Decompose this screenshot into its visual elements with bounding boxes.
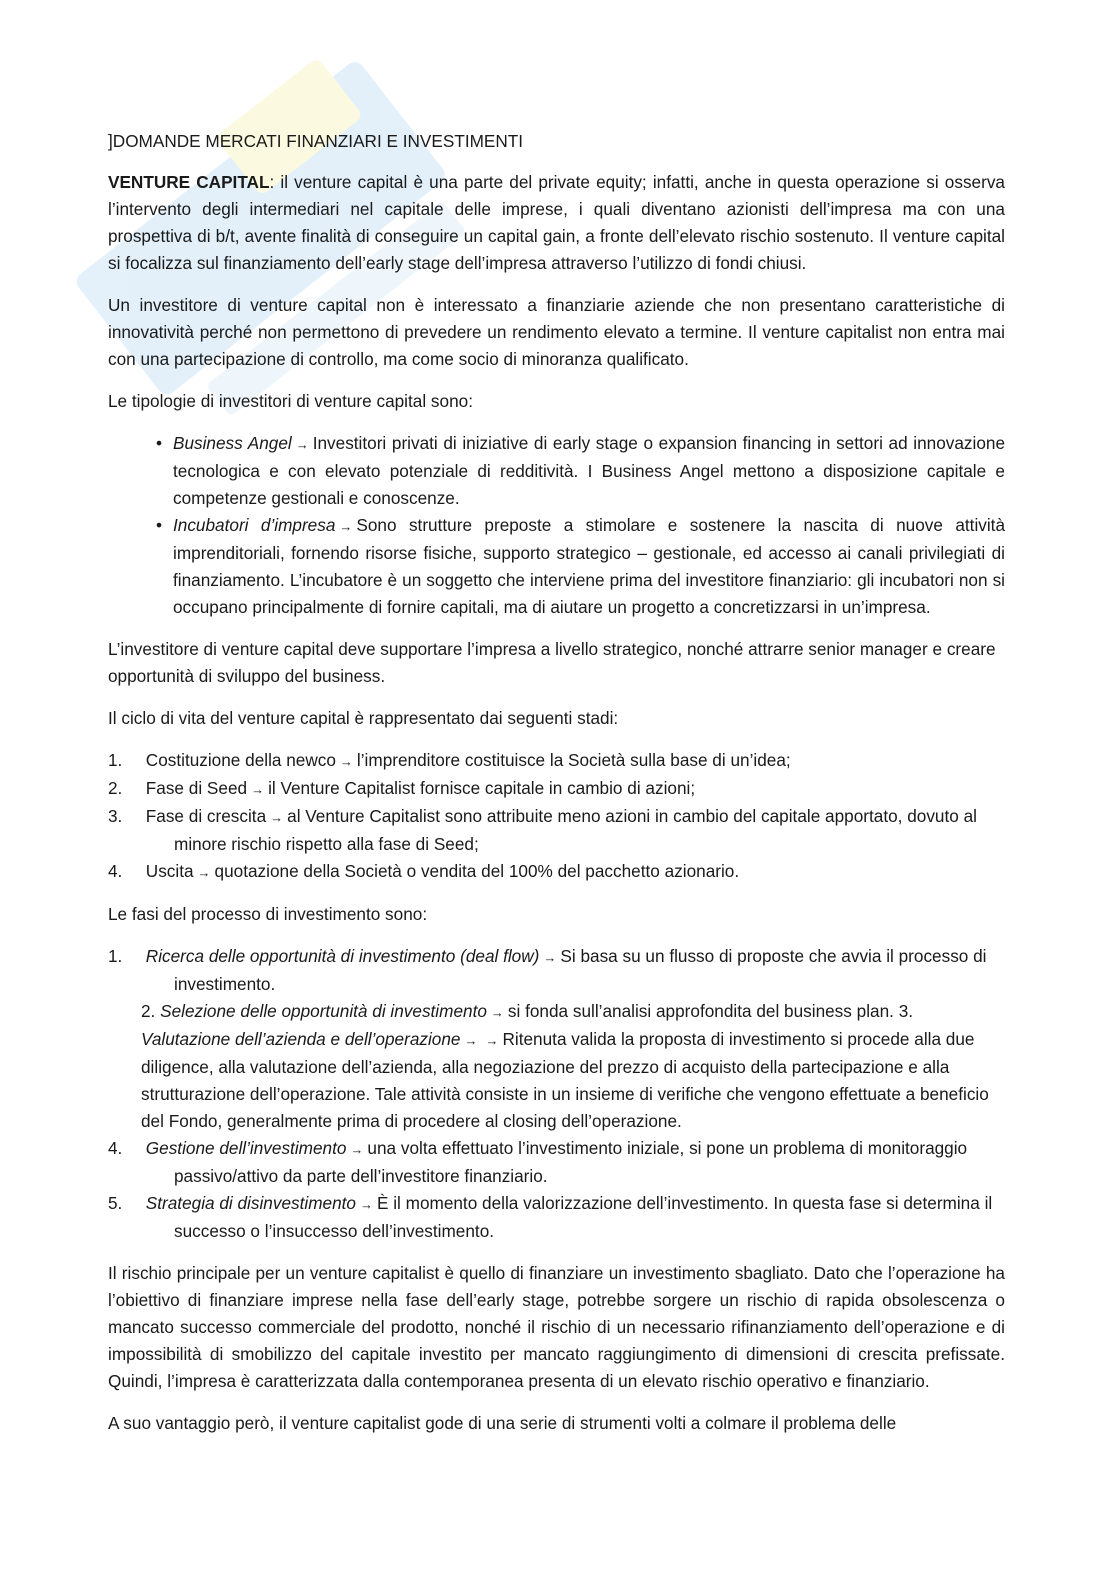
list-item: 1. Ricerca delle opportunità di investimento (deal flow) → Si basa su un flusso di proposte che avvia il processo di investimento. (108, 946, 987, 994)
risk-paragraph: Il rischio principale per un venture capitalist è quello di finanziare un investimento sbagliato. Dato che l’operazione ha l’obiettivo di finanziare imprese nella fase dell’early stage, potrebbe sorgere un rischio di rapida obsolescenza o mancato successo commerciale del prodotto, nonché il rischio di un necessario rifinanziamento dell’operazione e di impossibilità di smobilizzo del capitale investito per mancato raggiungimento di dimensioni di crescita prefissate. Quindi, l’impresa è caratterizzata dalla contemporanea presenta di un elevato rischio operativo e finanziario. (108, 1263, 1005, 1391)
list-item-text: Sono strutture preposte a stimolare e sostenere la nascita di nuove attività imprenditoriali, fornendo risorse fisiche, supporto strategico – gestionale, ed accesso ai canali privilegiati di finanziamento. L’incubatore è un soggetto che interviene prima del investitore finanziario: gli incubatori non si occupano principalmente di fornire capitali, ma di aiutare un progetto a concretizzarsi in un’impresa. (173, 515, 1006, 617)
venture-capital-term: VENTURE CAPITAL (108, 172, 270, 192)
arrow-icon: → (485, 1033, 499, 1048)
list-item-text: si fonda sull’analisi approfondita del business plan. 3. (507, 1001, 914, 1021)
list-item-text: quotazione della Società o vendita del 100% del pacchetto azionario. (214, 861, 740, 881)
arrow-icon: → (543, 950, 557, 965)
investor-types-intro: Le tipologie di investitori di venture capital sono: (108, 391, 473, 411)
arrow-icon: → (339, 754, 353, 769)
list-item (108, 512, 1005, 621)
list-item-term: Uscita (145, 861, 194, 881)
list-item-text: una volta effettuato l’investimento iniziale, si pone un problema di monitoraggio passivo/attivo da parte dell’investitore finanziario. (174, 1138, 968, 1186)
list-item: 4. Uscita → quotazione della Società o vendita del 100% del pacchetto azionario. (108, 861, 740, 881)
arrow-icon: → (295, 437, 309, 452)
list-item-text: È il momento della valorizzazione dell’investimento. In questa fase si determina il successo o l’insuccesso dell’investimento. (174, 1193, 993, 1241)
list-item-term: Fase di crescita (145, 806, 267, 826)
lifecycle-intro: Il ciclo di vita del venture capital è rappresentato dai seguenti stadi: (108, 708, 619, 728)
arrow-icon: → (490, 1005, 504, 1020)
process-intro: Le fasi del processo di investimento sono: (108, 904, 428, 924)
arrow-icon: → (197, 865, 211, 880)
arrow-icon: → (251, 782, 265, 797)
list-item-text: Ritenuta valida la proposta di investimento si procede alla due diligence, alla valutazione dell’azienda, alla negoziazione del prezzo di acquisto della partecipazione e alla strutturazione dell’operazione. Tale attività consiste in un insieme di verifiche che vengono effettuate a beneficio del Fondo, generalmente prima di procedere al closing dell’operazione. (141, 1029, 989, 1131)
list-item (108, 998, 1005, 1135)
lifecycle-list (108, 747, 1005, 886)
list-item: 1. Costituzione della newco → l’imprenditore costituisce la Società sulla base di un’idea; (108, 750, 791, 770)
list-item: 4. Gestione dell’investimento → una volta effettuato l’investimento iniziale, si pone un problema di monitoraggio passivo/attivo da parte dell’investitore finanziario. (108, 1138, 968, 1186)
list-item-term: Valutazione dell’azienda e dell’operazione (141, 1029, 461, 1049)
list-item-term: Business Angel (173, 433, 292, 453)
list-item-text: Si basa su un flusso di proposte che avvia il processo di investimento. (174, 946, 987, 994)
investor-paragraph: Un investitore di venture capital non è interessato a finanziarie aziende che non presentano caratteristiche di innovatività perché non permettono di prevedere un rendimento elevato a termine. Il venture capitalist non entra mai con una partecipazione di controllo, ma come socio di minoranza qualificato. (108, 295, 1005, 369)
advantage-paragraph: A suo vantaggio però, il venture capitalist gode di una serie di strumenti volti a colmare il problema delle (108, 1413, 897, 1433)
list-item: 5. Strategia di disinvestimento → È il momento della valorizzazione dell’investimento. In questa fase si determina il successo o l’insuccesso dell’investimento. (108, 1193, 993, 1241)
arrow-icon: → (270, 810, 284, 825)
arrow-icon: → (359, 1197, 373, 1212)
bullet-icon: • (156, 433, 163, 453)
list-item-text: l’imprenditore costituisce la Società sulla base di un’idea; (356, 750, 791, 770)
arrow-icon: → (464, 1033, 478, 1048)
venture-capital-paragraph (108, 169, 1005, 277)
list-item-number: 2. (141, 1001, 156, 1021)
list-item-term: Ricerca delle opportunità di investimento (deal flow) (145, 946, 540, 966)
list-item-term: Strategia di disinvestimento (145, 1193, 356, 1213)
strategic-support-paragraph: L’investitore di venture capital deve supportare l’impresa a livello strategico, nonché attrarre senior manager e creare opportunità di sviluppo del business. (108, 639, 996, 686)
list-item: 2. Fase di Seed → il Venture Capitalist fornisce capitale in cambio di azioni; (108, 778, 696, 798)
list-item-term: Incubatori d’impresa (173, 515, 336, 535)
list-item (108, 430, 1005, 512)
list-item-text: Investitori privati di iniziative di early stage o expansion financing in settori ad innovazione tecnologica e con elevato potenziale di redditività. I Business Angel mettono a disposizione capitale e competenze gestionali e conoscenze. (173, 433, 1005, 508)
document-page (108, 128, 1005, 1452)
list-item-term: Gestione dell’investimento (145, 1138, 347, 1158)
arrow-icon: → (339, 519, 353, 534)
list-item: 3. Fase di crescita → al Venture Capitalist sono attribuite meno azioni in cambio del capitale apportato, dovuto al minore rischio rispetto alla fase di Seed; (108, 806, 977, 854)
arrow-icon: → (350, 1142, 364, 1157)
list-item-text: al Venture Capitalist sono attribuite meno azioni in cambio del capitale apportato, dovuto al minore rischio rispetto alla fase di Seed; (174, 806, 977, 854)
venture-capital-definition: : il venture capital è una parte del private equity; infatti, anche in questa operazione si osserva l’intervento degli intermediari nel capitale delle imprese, i quali diventano azionisti dell’impresa ma con una prospettiva di b/t, avente finalità di conseguire un capital gain, a fronte dell’elevato rischio sostenuto. Il venture capital si focalizza sul finanziamento dell’early stage dell’impresa attraverso l’utilizzo di fondi chiusi. (108, 172, 1005, 273)
list-item-term: Selezione delle opportunità di investimento (160, 1001, 487, 1021)
investor-types-list (108, 430, 1005, 621)
list-item-term: Fase di Seed (145, 778, 248, 798)
list-item-text: il Venture Capitalist fornisce capitale in cambio di azioni; (268, 778, 696, 798)
document-title: ]DOMANDE MERCATI FINANZIARI E INVESTIMENTI (108, 131, 524, 151)
list-item-term: Costituzione della newco (145, 750, 336, 770)
process-list (108, 943, 1005, 1245)
bullet-icon: • (156, 515, 163, 535)
